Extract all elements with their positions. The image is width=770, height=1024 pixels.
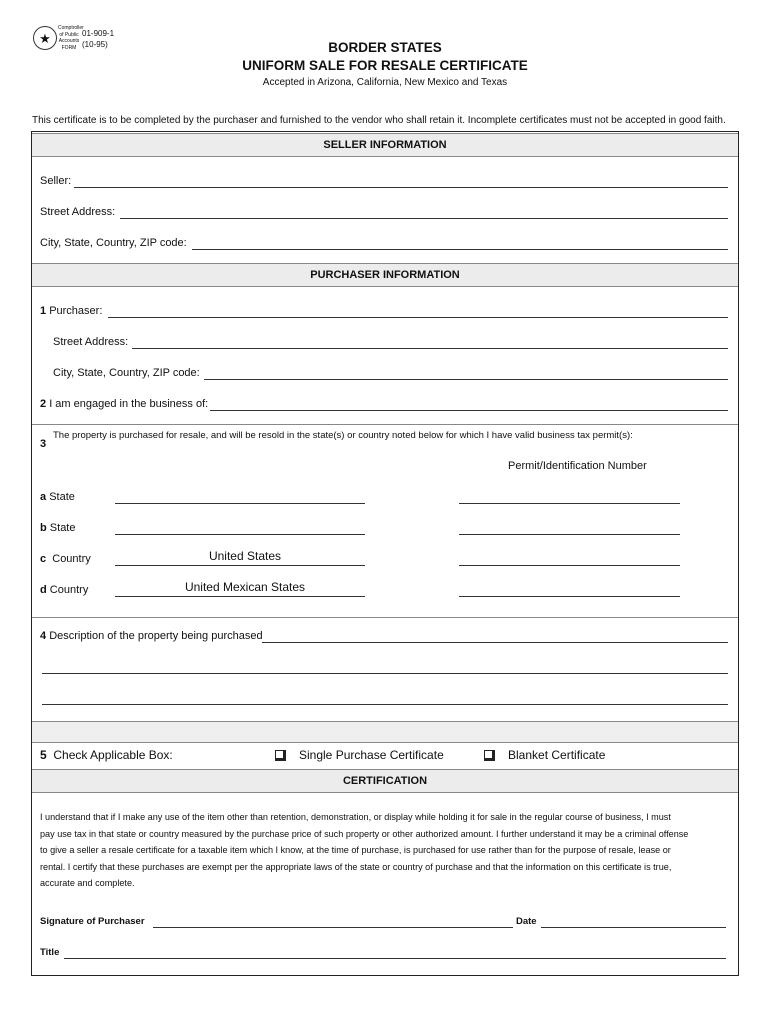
description-field-1[interactable] [262, 642, 728, 643]
blanket-label: Blanket Certificate [508, 748, 606, 762]
check-label: Check Applicable Box: [53, 748, 173, 762]
agency-line: Accounts [58, 38, 80, 44]
seller-heading: SELLER INFORMATION [32, 133, 738, 157]
seller-label: Seller: [40, 175, 72, 187]
blanket-checkbox[interactable] [484, 750, 495, 761]
state-row-b [40, 522, 75, 534]
state-seal-icon: ★ [33, 26, 57, 50]
form-revision: (10-95) [82, 40, 108, 49]
permit-a-field[interactable] [459, 503, 680, 504]
row-label: State [49, 522, 76, 534]
intro-text: This certificate is to be completed by the purchaser and furnished to the vendor who shall retain it. Incomplete certificates must not be accepted in good faith. [32, 115, 726, 126]
state-b-field[interactable] [115, 534, 365, 535]
agency-line: Comptroller [58, 25, 84, 31]
permit-c-field[interactable] [459, 565, 680, 566]
seller-city-field[interactable] [192, 249, 728, 250]
certification-line: pay use tax in that state or country measured by the purchase price of such property or other authorized amount. I further understand it may be a criminal offense [40, 828, 689, 839]
title-field[interactable] [64, 958, 726, 959]
certification-line: to give a seller a resale certificate for a taxable item which I know, at the time of purchase, is purchased for use rather than for the purpose of resale, lease or [40, 845, 671, 855]
date-field[interactable] [541, 927, 726, 928]
row-letter: c [40, 553, 47, 565]
signature-field[interactable] [153, 927, 513, 928]
description-field-2[interactable] [42, 673, 728, 674]
item-number [40, 438, 46, 450]
state-row-a [40, 491, 75, 503]
purchaser-label: Purchaser: [49, 305, 103, 317]
state-a-field[interactable] [115, 503, 365, 504]
permit-d-field[interactable] [459, 596, 680, 597]
row-label: State [49, 491, 75, 503]
business-label: I am engaged in the business of: [49, 398, 209, 410]
seller-city-label: City, State, Country, ZIP code: [40, 237, 187, 249]
certification-line: accurate and complete. [40, 878, 135, 888]
item-5 [40, 748, 173, 762]
divider [32, 424, 738, 425]
row-label: Country [52, 553, 91, 565]
item-3-number: 3 [40, 438, 47, 450]
certification-line: rental. I certify that these purchases are exempt per the appropriate laws of the state or country of purchase and that the information on this certificate is true, [40, 861, 672, 872]
business-field[interactable] [210, 410, 728, 411]
purchaser-street-field[interactable] [132, 348, 728, 349]
form-title-line2: UNIFORM SALE FOR RESALE CERTIFICATE [242, 58, 528, 73]
purchaser-city-label: City, State, Country, ZIP code: [53, 367, 200, 379]
purchaser-street-label: Street Address: [53, 336, 129, 348]
row-letter: b [40, 522, 47, 534]
form-title-line1: BORDER STATES [328, 40, 442, 55]
item-2 [40, 398, 208, 410]
item-4 [40, 630, 263, 642]
row-letter: a [40, 491, 47, 503]
agency-line: of Public [59, 31, 79, 38]
certification-line: I understand that if I make any use of the item other than retention, demonstration, or display while holding it for sale in the regular course of business, I must [40, 812, 671, 822]
country-d-value: United Mexican States [184, 580, 306, 594]
country-d-field[interactable] [115, 596, 365, 597]
seller-field[interactable] [74, 187, 728, 188]
description-field-3[interactable] [42, 704, 728, 705]
item-number: 5 [40, 748, 47, 762]
form-subtitle: Accepted in Arizona, California, New Mexico and Texas [262, 77, 508, 88]
country-c-field[interactable] [115, 565, 365, 566]
item-number: 4 [40, 630, 47, 642]
country-row-c [40, 553, 91, 565]
item-number: 1 [40, 305, 47, 317]
single-purchase-checkbox[interactable] [275, 750, 286, 761]
signature-label: Signature of Purchaser [40, 916, 145, 927]
item-number: 2 [40, 398, 47, 410]
purchaser-field[interactable] [108, 317, 728, 318]
spacer-bar [32, 721, 738, 743]
title-label: Title [40, 947, 60, 958]
item-3-text: The property is purchased for resale, and will be resold in the state(s) or country noted below for which I have valid business tax permit(s): [53, 430, 633, 441]
purchaser-heading: PURCHASER INFORMATION [32, 263, 738, 287]
purchaser-city-field[interactable] [204, 379, 728, 380]
country-c-value: United States [208, 549, 282, 563]
permit-b-field[interactable] [459, 534, 680, 535]
permit-header: Permit/Identification Number [508, 460, 647, 472]
item-1 [40, 305, 102, 317]
single-purchase-label: Single Purchase Certificate [299, 748, 444, 762]
description-label: Description of the property being purchased [49, 630, 263, 642]
seller-street-label: Street Address: [40, 206, 116, 218]
certification-heading: CERTIFICATION [32, 769, 738, 793]
row-letter: d [40, 584, 47, 596]
country-row-d [40, 584, 88, 596]
agency-line: FORM [61, 44, 77, 51]
seller-street-field[interactable] [120, 218, 728, 219]
form-number: 01-909-1 [82, 29, 115, 38]
row-label: Country [49, 584, 89, 596]
date-label: Date [516, 916, 537, 927]
divider [32, 617, 738, 618]
certification-text [40, 809, 738, 892]
